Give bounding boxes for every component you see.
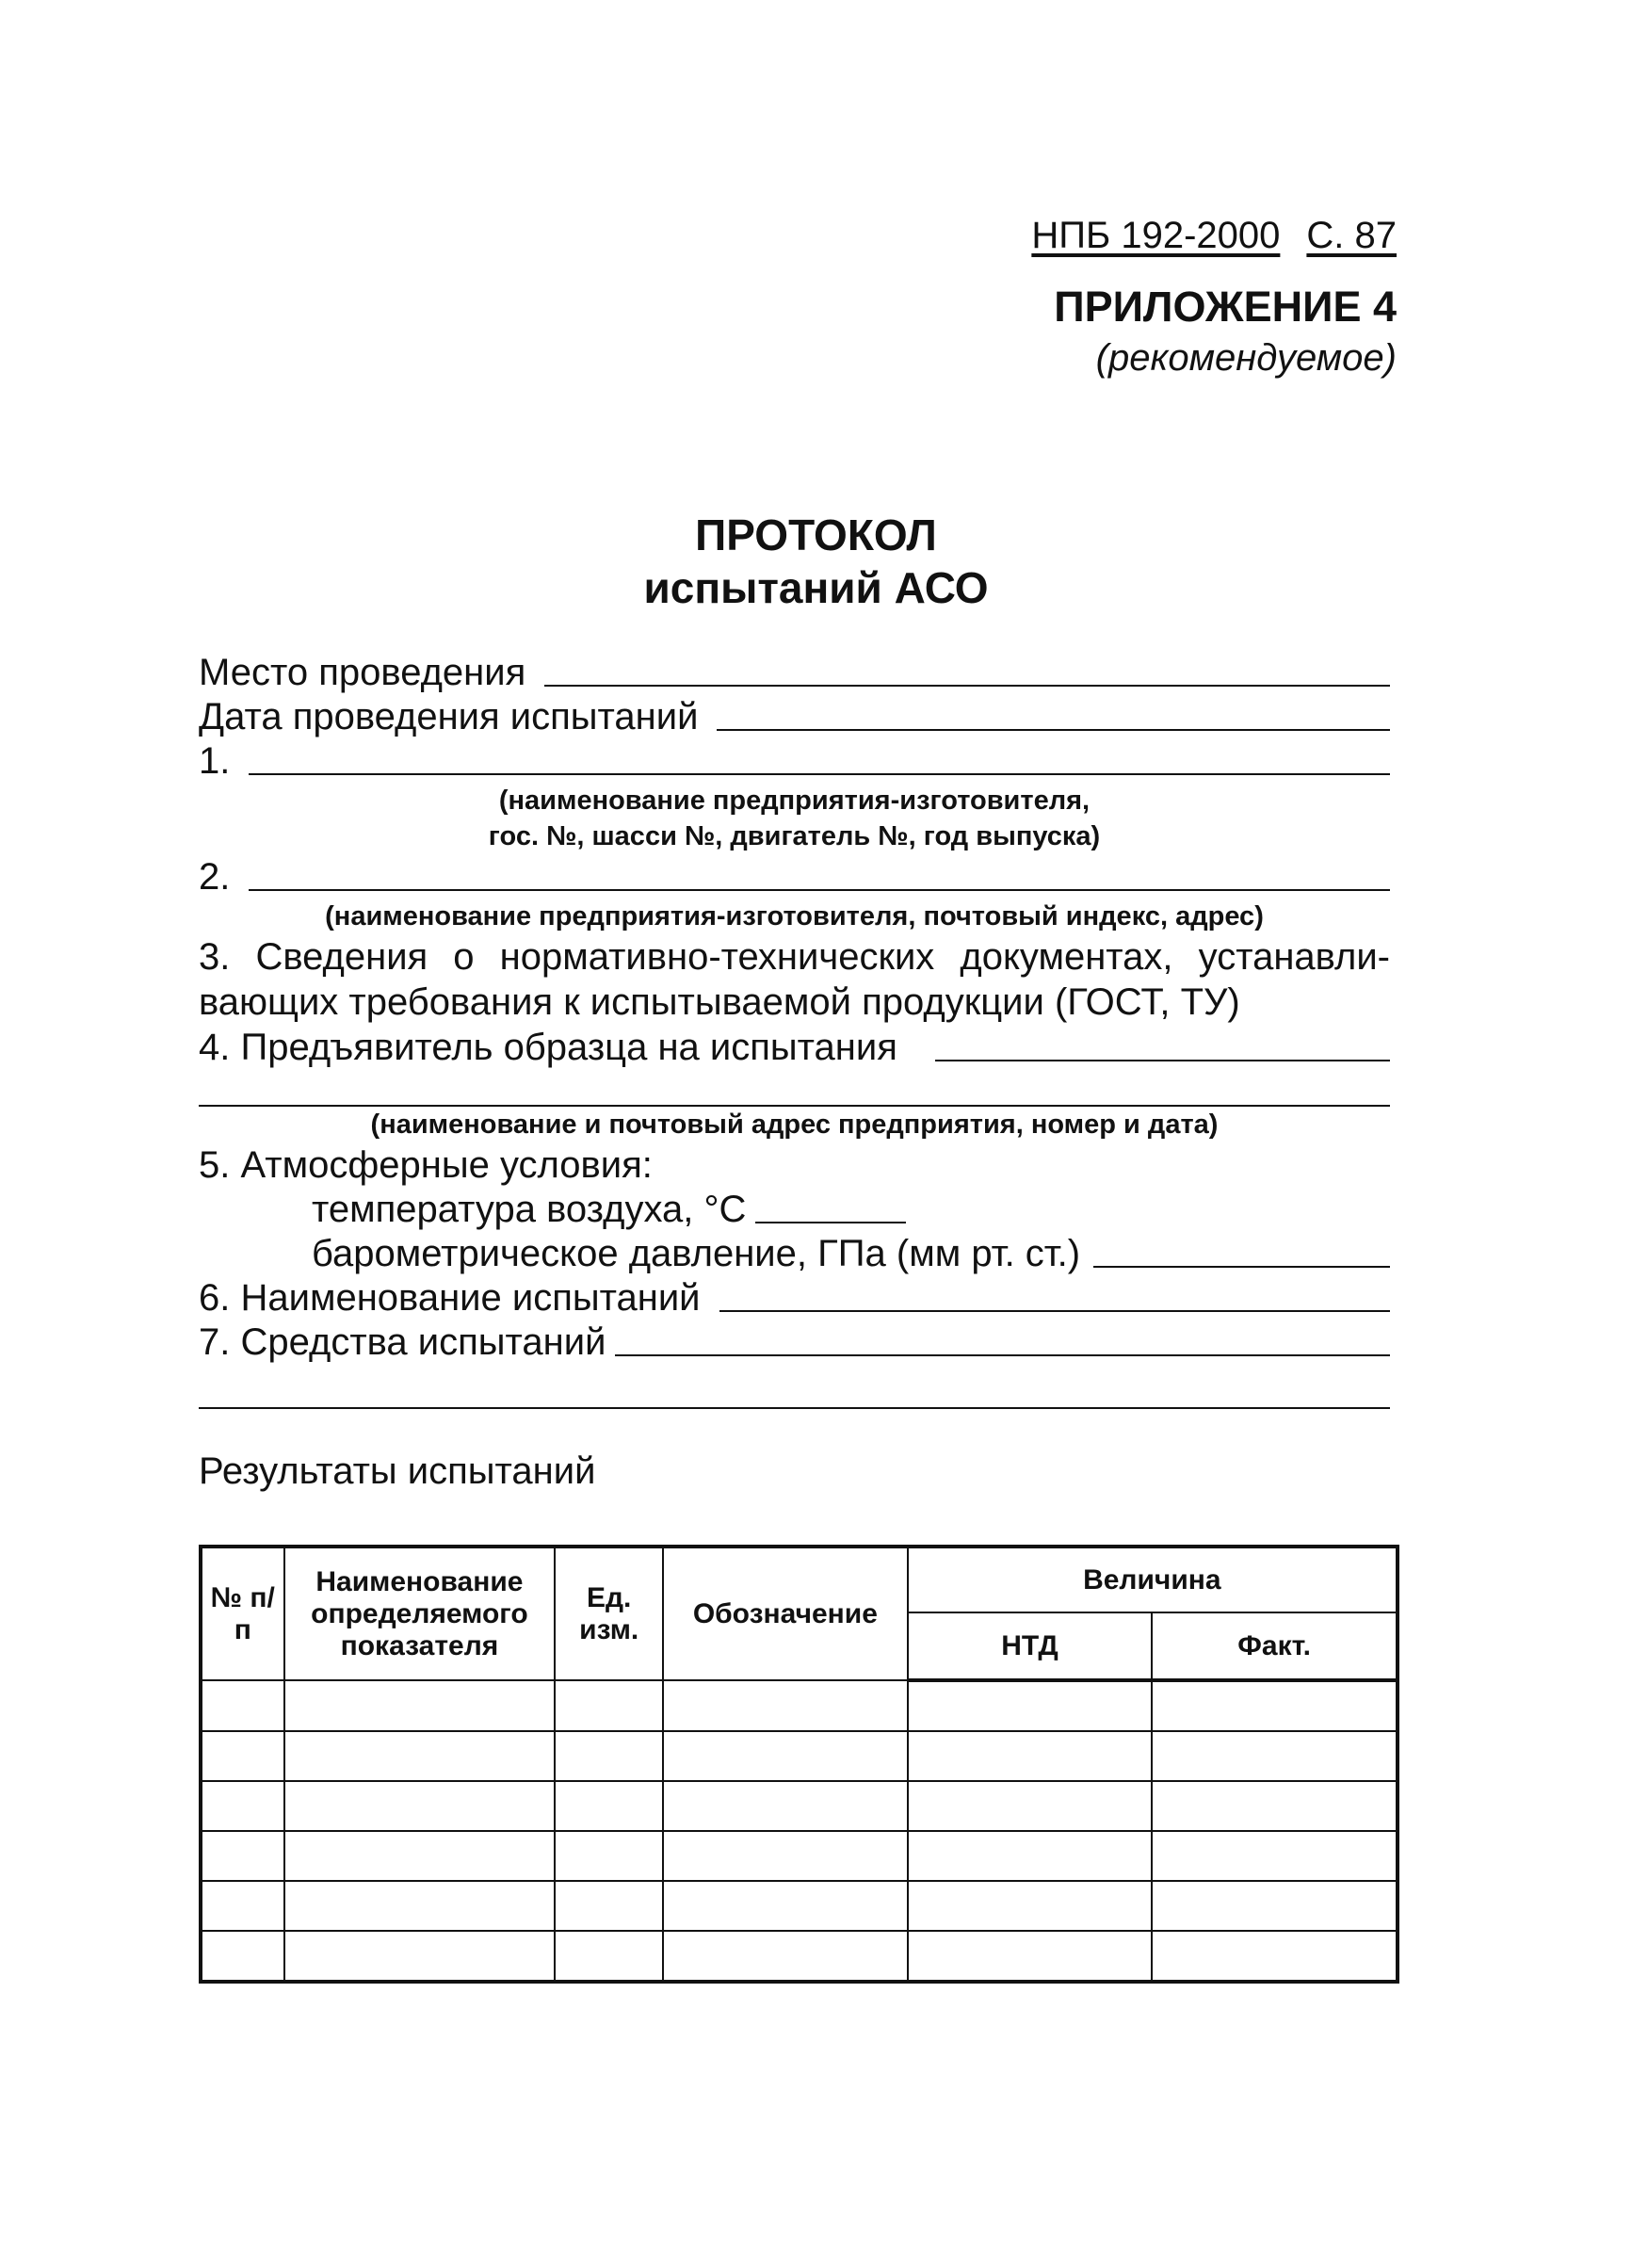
item7-blank[interactable] bbox=[615, 1354, 1390, 1356]
table-cell[interactable] bbox=[201, 1680, 284, 1731]
table-cell[interactable] bbox=[201, 1931, 284, 1982]
temperature-blank[interactable] bbox=[755, 1222, 906, 1223]
item2-label: 2. bbox=[199, 856, 231, 898]
item2-field[interactable] bbox=[199, 854, 1390, 899]
table-cell[interactable] bbox=[1152, 1881, 1398, 1931]
item4-note: (наименование и почтовый адрес предприятия, номер и дата) bbox=[370, 1110, 1219, 1140]
table-row bbox=[201, 1931, 1398, 1982]
table-cell[interactable] bbox=[1152, 1831, 1398, 1881]
item4-blank-line2[interactable] bbox=[199, 1069, 1390, 1107]
table-cell[interactable] bbox=[284, 1931, 556, 1982]
col-ntd-header: НТД bbox=[908, 1612, 1153, 1680]
table-cell[interactable] bbox=[284, 1881, 556, 1931]
table-row bbox=[201, 1881, 1398, 1931]
temperature-field[interactable] bbox=[199, 1187, 1390, 1231]
col-name-header: Наименование определяемого показателя bbox=[284, 1547, 556, 1680]
item4-blank[interactable] bbox=[935, 1060, 1390, 1061]
table-cell[interactable] bbox=[663, 1931, 908, 1982]
table-cell[interactable] bbox=[555, 1931, 663, 1982]
item2-blank[interactable] bbox=[249, 889, 1390, 891]
title-line-2: испытаний АСО bbox=[643, 563, 989, 612]
item7-label: 7. Средства испытаний bbox=[199, 1321, 606, 1363]
table-cell[interactable] bbox=[284, 1831, 556, 1881]
appendix-subtitle: (рекомендуемое) bbox=[1095, 337, 1397, 379]
table-row bbox=[201, 1680, 1398, 1731]
table-cell[interactable] bbox=[284, 1781, 556, 1831]
table-cell[interactable] bbox=[555, 1680, 663, 1731]
table-cell[interactable] bbox=[908, 1831, 1153, 1881]
table-cell[interactable] bbox=[908, 1731, 1153, 1781]
document-code bbox=[1031, 215, 1397, 257]
table-cell[interactable] bbox=[908, 1781, 1153, 1831]
table-row bbox=[201, 1781, 1398, 1831]
pressure-label: барометрическое давление, ГПа (мм рт. ст.) bbox=[312, 1233, 1081, 1274]
pressure-blank[interactable] bbox=[1093, 1266, 1390, 1268]
col-value-header: Величина bbox=[908, 1547, 1398, 1612]
date-field[interactable] bbox=[199, 694, 1390, 738]
pressure-field[interactable] bbox=[199, 1231, 1390, 1275]
results-table bbox=[199, 1545, 1399, 1984]
page-number: С. 87 bbox=[1306, 215, 1397, 256]
table-cell[interactable] bbox=[1152, 1680, 1398, 1731]
col-fact-header: Факт. bbox=[1152, 1612, 1398, 1680]
item5-label-row bbox=[199, 1142, 1390, 1187]
title-line-1: ПРОТОКОЛ bbox=[695, 510, 937, 559]
item6-blank[interactable] bbox=[719, 1310, 1390, 1312]
table-cell[interactable] bbox=[1152, 1931, 1398, 1982]
table-cell[interactable] bbox=[1152, 1731, 1398, 1781]
table-cell[interactable] bbox=[284, 1731, 556, 1781]
doc-code-text: НПБ 192-2000 bbox=[1031, 215, 1281, 256]
table-cell[interactable] bbox=[908, 1881, 1153, 1931]
table-cell[interactable] bbox=[555, 1831, 663, 1881]
table-cell[interactable] bbox=[663, 1731, 908, 1781]
table-cell[interactable] bbox=[555, 1781, 663, 1831]
table-cell[interactable] bbox=[555, 1731, 663, 1781]
table-cell[interactable] bbox=[201, 1731, 284, 1781]
appendix-title: ПРИЛОЖЕНИЕ 4 bbox=[1054, 283, 1397, 331]
place-field[interactable] bbox=[199, 650, 1390, 694]
place-label: Место проведения bbox=[199, 652, 526, 693]
item7-field[interactable] bbox=[199, 1320, 1390, 1364]
date-blank[interactable] bbox=[717, 729, 1390, 731]
table-cell[interactable] bbox=[663, 1881, 908, 1931]
table-cell[interactable] bbox=[663, 1831, 908, 1881]
item1-blank[interactable] bbox=[249, 773, 1390, 775]
table-cell[interactable] bbox=[908, 1680, 1153, 1731]
table-cell[interactable] bbox=[555, 1881, 663, 1931]
item5-label: 5. Атмосферные условия: bbox=[199, 1144, 653, 1186]
temperature-label: температура воздуха, °С bbox=[312, 1189, 747, 1230]
col-designation-header: Обозначение bbox=[663, 1547, 908, 1680]
table-cell[interactable] bbox=[663, 1781, 908, 1831]
date-label: Дата проведения испытаний bbox=[199, 696, 699, 737]
item1-field[interactable] bbox=[199, 738, 1390, 783]
item1-label: 1. bbox=[199, 740, 231, 782]
item4-field[interactable] bbox=[199, 1025, 1390, 1069]
table-cell[interactable] bbox=[201, 1831, 284, 1881]
item7-blank-line2[interactable] bbox=[199, 1364, 1390, 1409]
place-blank[interactable] bbox=[544, 685, 1390, 687]
table-cell[interactable] bbox=[201, 1781, 284, 1831]
table-cell[interactable] bbox=[663, 1680, 908, 1731]
col-num-header: № п/п bbox=[201, 1547, 284, 1680]
table-cell[interactable] bbox=[1152, 1781, 1398, 1831]
item3-text: 3. Сведения о нормативно-технических документах, устанавли-вающих требования к испытываемой продукции (ГОСТ, ТУ) bbox=[199, 936, 1390, 1023]
table-cell[interactable] bbox=[284, 1680, 556, 1731]
table-row bbox=[201, 1831, 1398, 1881]
protocol-form bbox=[199, 650, 1390, 1409]
col-unit-header: Ед. изм. bbox=[555, 1547, 663, 1680]
item6-label: 6. Наименование испытаний bbox=[199, 1277, 701, 1319]
table-cell[interactable] bbox=[908, 1931, 1153, 1982]
item1-note-line1: (наименование предприятия-изготовителя, bbox=[498, 786, 1091, 816]
table-row bbox=[201, 1731, 1398, 1781]
item1-note bbox=[199, 783, 1390, 854]
item4-label: 4. Предъявитель образца на испытания bbox=[199, 1027, 897, 1068]
results-title: Результаты испытаний bbox=[199, 1450, 596, 1492]
protocol-title bbox=[0, 509, 1632, 614]
item6-field[interactable] bbox=[199, 1275, 1390, 1320]
table-cell[interactable] bbox=[201, 1881, 284, 1931]
item2-note: (наименование предприятия-изготовителя, почтовый индекс, адрес) bbox=[325, 901, 1264, 932]
item1-note-line2: гос. №, шасси №, двигатель №, год выпуска) bbox=[488, 821, 1101, 851]
